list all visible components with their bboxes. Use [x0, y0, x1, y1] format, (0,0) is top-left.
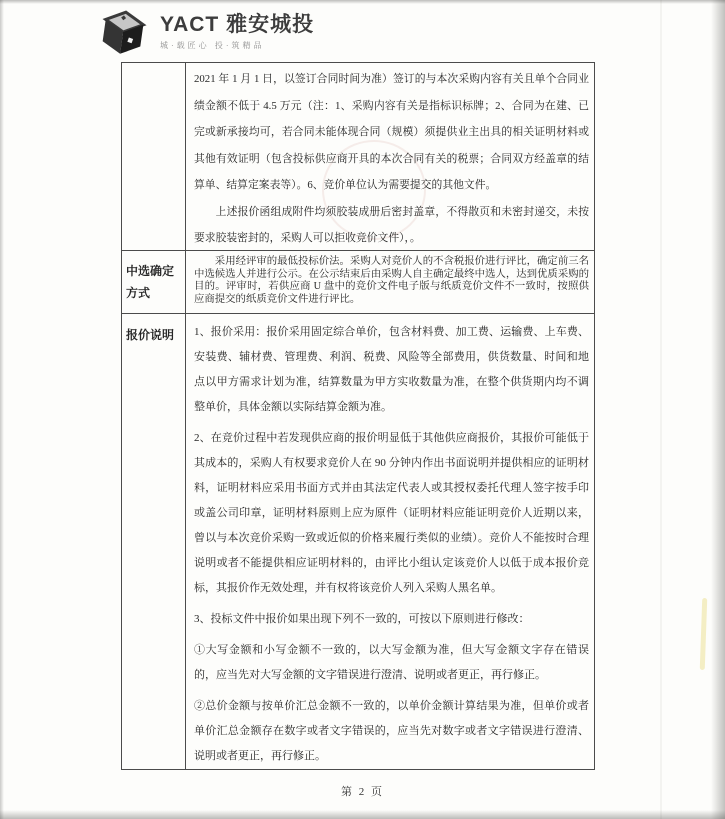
table-row-selection-method	[122, 250, 594, 313]
paragraph: ①大写金额和小写金额不一致的，以大写金额为准，但大写金额文字存在错误的，应当先对大写金额的文字错误进行澄清、说明或者更正，再行修正。	[194, 644, 589, 681]
logo-text-block	[160, 8, 314, 51]
table-row-quotation-notes	[122, 313, 594, 769]
procurement-table	[121, 62, 595, 770]
brand-tagline: 城·载匠心 投·筑精品	[160, 41, 265, 50]
paragraph: 3、投标文件中报价如果出现下列不一致的，可按以下原则进行修改：	[194, 613, 530, 625]
row-label-quotation-notes: 报价说明	[122, 314, 186, 769]
table-row-continued	[122, 63, 594, 250]
paragraph: 2021 年 1 月 1 日，以签订合同时间为准）签订的与本次采购内容有关且单个合同业绩金额不低于 4.5 万元（注：1、采购内容有关是指标识标牌；2、合同为在建、已完或新承接均可，若合同未能体现合同（规模）须提供业主出具的相关证明材料或其他有效证明（包含投标供应商开具的本次合同有关的税票；合同双方经盖章的结算单、结算定案表等）。6、竞价单位认为需要提交的其他文件。	[194, 73, 589, 191]
row-content-quotation-notes	[186, 314, 594, 769]
row-content-qualification	[186, 63, 594, 250]
scan-edge-right	[711, 0, 725, 819]
row-content-selection-method	[186, 251, 594, 313]
scan-edge-top	[0, 0, 725, 4]
logo-cube-icon	[98, 8, 148, 58]
paragraph: 2、在竞价过程中若发现供应商的报价明显低于其他供应商报价，其报价可能低于其成本的，采购人有权要求竞价人在 90 分钟内作出书面说明并提供相应的证明材料，证明材料应采用书面方式并由其法定代表人或其授权委托代理人签字按手印或盖公司印章，证明材料原则上应为原件（证明材料应能证明竞价人近期以来，曾以与本次竞价采购一致或近似的价格来履行类似的业绩）。竞价人不能按时合理说明或者不能提供相应证明材料的，由评比小组认定该竞价人以低于成本报价竞标，其报价作无效处理，并有权将该竞价人列入采购人黑名单。	[194, 432, 589, 594]
scan-edge-left	[0, 0, 4, 819]
highlight-smudge	[700, 598, 708, 670]
row-label-selection-method: 中选确定方式	[122, 251, 186, 313]
paragraph: 1、报价采用：报价采用固定综合单价，包含材料费、加工费、运输费、上车费、安装费、辅材费、管理费、利润、税费、风险等全部费用，供货数量、时间和地点以甲方需求计划为准，结算数量为甲方实收数量为准，在整个供货期内均不调整单价，具体金额以实际结算金额为准。	[194, 326, 589, 413]
row-label-empty	[122, 63, 186, 250]
scan-edge-bottom	[0, 810, 725, 819]
paragraph: 采用经评审的最低投标价法。采购人对竞价人的不含税报价进行评比，确定前三名中选候选人并进行公示。在公示结束后由采购人自主确定最终中选人，达到优质采购的目的。评审时，若供应商 U 盘中的竞价文件电子版与纸质竞价文件不一致时，按照供应商提交的纸质竞价文件进行评比。	[194, 256, 589, 305]
brand-name: YACT 雅安城投	[160, 13, 315, 36]
paragraph: ②总价金额与按单价汇总金额不一致的，以单价金额计算结果为准，但单价或者单价汇总金额存在数字或者文字错误的，应当先对数字或者文字错误进行澄清、说明或者更正，再行修正。	[194, 700, 589, 762]
paragraph: 上述报价函组成附件均须胶装成册后密封盖章，不得散页和未密封递交，未按要求胶装密封的，采购人可以拒收竞价文件），。	[194, 205, 589, 244]
paper-crease-line	[660, 0, 662, 819]
page-number: 第 2 页	[341, 786, 384, 798]
company-logo	[98, 8, 314, 58]
